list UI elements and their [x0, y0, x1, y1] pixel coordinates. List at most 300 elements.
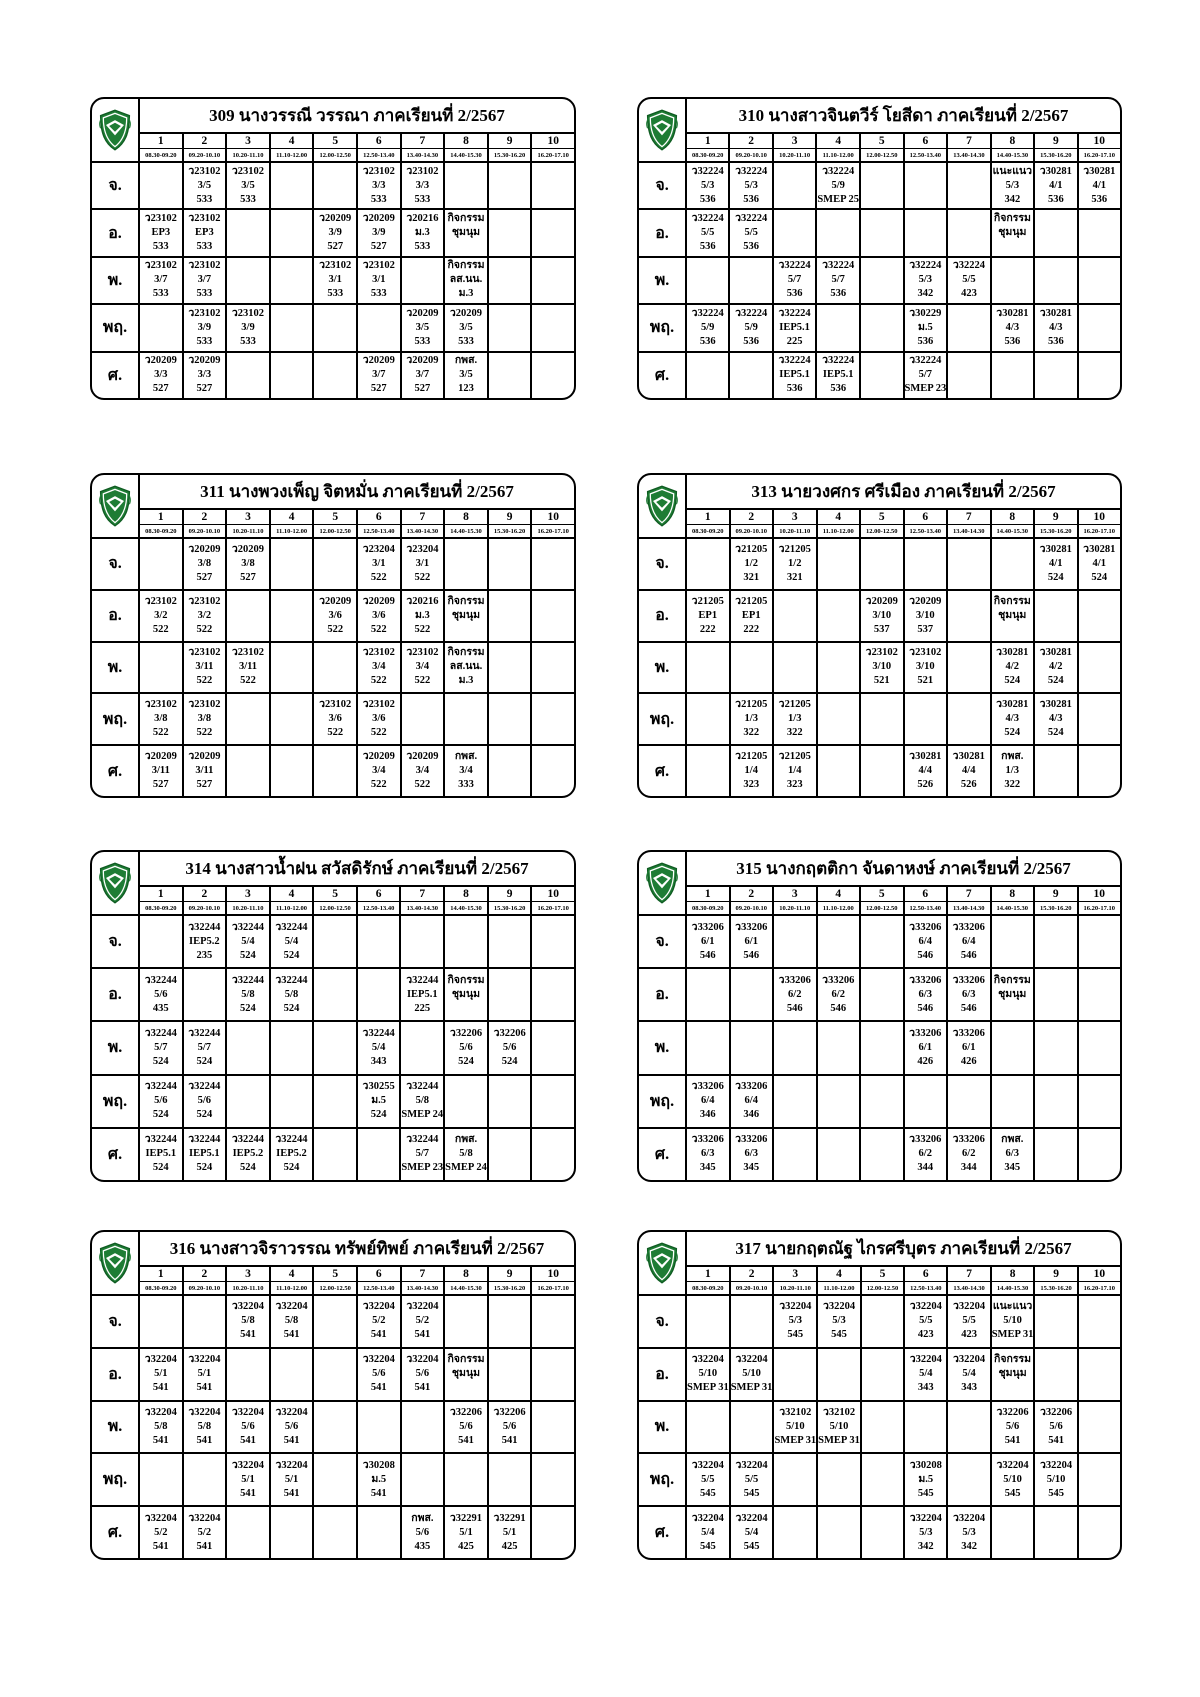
- room-number: 527: [327, 241, 344, 253]
- subject-code: ว20209: [362, 595, 395, 607]
- lesson-cell: [772, 537, 816, 589]
- day-label: ศ.: [92, 1505, 138, 1558]
- lesson-cell: [225, 1294, 269, 1347]
- lesson-cell: [772, 589, 816, 641]
- room-number: 426: [917, 1055, 934, 1067]
- subject-code: ว30281: [1039, 543, 1072, 555]
- lesson-cell: [859, 692, 903, 744]
- class-group: 3/8: [197, 713, 212, 725]
- lesson-cell: [400, 351, 444, 398]
- lesson-cell: [816, 537, 860, 589]
- class-group: 5/6: [1005, 1420, 1020, 1432]
- period-number-2: 2: [728, 132, 771, 148]
- lesson-cell: [772, 351, 815, 398]
- class-group: 5/5: [962, 1315, 976, 1327]
- room-number: 346: [699, 1109, 716, 1121]
- period-number-6: 6: [903, 1265, 946, 1281]
- lesson-cell: [443, 256, 487, 303]
- lesson-cell: [903, 744, 947, 796]
- room-number: 435: [152, 1002, 169, 1014]
- room-number: 522: [414, 571, 431, 583]
- subject-code: ว32244: [362, 1027, 395, 1039]
- lesson-cell: [772, 967, 816, 1020]
- room-number: 527: [196, 383, 213, 395]
- class-group: 6/1: [962, 1041, 976, 1053]
- class-group: 5/6: [372, 1368, 386, 1380]
- class-group: 5/4: [241, 935, 255, 947]
- room-number: 522: [370, 623, 387, 635]
- lesson-cell: [312, 351, 356, 398]
- class-group: 6/2: [918, 1148, 932, 1160]
- room-number: 546: [960, 1002, 977, 1014]
- lesson-cell: [269, 1505, 313, 1558]
- period-time-10: 16.20-17.10: [530, 148, 574, 161]
- lesson-cell: [400, 692, 444, 744]
- subject-code: ว23102: [362, 165, 395, 177]
- room-number: 533: [370, 288, 387, 300]
- day-label: พฤ.: [639, 1452, 685, 1505]
- lesson-cell: [772, 744, 816, 796]
- class-group: 6/1: [701, 935, 715, 947]
- room-number: 541: [370, 1487, 387, 1499]
- lesson-cell: [312, 303, 356, 350]
- lesson-cell: [816, 1127, 860, 1180]
- subject-code: ว33206: [735, 921, 768, 933]
- room-number: 321: [743, 571, 760, 583]
- class-group: 3/8: [197, 557, 212, 569]
- subject-code: ว32206: [493, 1027, 526, 1039]
- class-group: 5/10: [1046, 1473, 1066, 1485]
- lesson-cell: [138, 1400, 182, 1453]
- lesson-cell: [859, 161, 902, 208]
- lesson-cell: [859, 351, 902, 398]
- lesson-cell: [269, 1294, 313, 1347]
- room-number: 541: [1048, 1434, 1064, 1446]
- room-number: 541: [414, 1382, 431, 1394]
- lesson-cell: [225, 1505, 269, 1558]
- lesson-cell: [946, 303, 989, 350]
- room-number: 524: [1047, 571, 1064, 583]
- period-time-9: 15.30-16.20: [487, 1281, 531, 1294]
- period-time-9: 15.30-16.20: [1033, 1281, 1076, 1294]
- subject-code: ว23102: [188, 165, 221, 177]
- subject-code: ว32244: [144, 1027, 177, 1039]
- period-time-1: 08.30-09.20: [685, 524, 729, 537]
- lesson-cell: [443, 1294, 487, 1347]
- class-group: 5/2: [415, 1315, 430, 1327]
- lesson-cell: [946, 1020, 990, 1073]
- class-group: 5/6: [154, 988, 168, 1000]
- lesson-cell: [487, 641, 531, 693]
- room-number: 541: [196, 1434, 213, 1446]
- subject-code: กิจกรรม: [993, 595, 1031, 607]
- subject-code: ว32204: [231, 1459, 265, 1471]
- class-group: 5/10: [1003, 1315, 1022, 1327]
- period-number-3: 3: [772, 1265, 816, 1281]
- lesson-cell: [530, 256, 574, 303]
- lesson-cell: [990, 1020, 1034, 1073]
- room-number: 536: [786, 288, 803, 300]
- lesson-cell: [443, 1347, 487, 1400]
- subject-code: ว23102: [231, 647, 265, 659]
- lesson-cell: [685, 1127, 729, 1180]
- lesson-cell: [903, 1127, 947, 1180]
- day-label: พ.: [639, 1400, 685, 1453]
- lesson-cell: [487, 208, 531, 255]
- class-group: 4/1: [1049, 179, 1063, 191]
- room-number: SMEP 31: [687, 1382, 729, 1394]
- lesson-cell: [138, 1127, 182, 1180]
- class-group: 5/3: [832, 1315, 846, 1327]
- room-number: 222: [743, 623, 760, 635]
- lesson-cell: [946, 351, 989, 398]
- lesson-cell: [225, 256, 269, 303]
- room-number: 123: [458, 383, 474, 395]
- lesson-cell: [946, 744, 990, 796]
- lesson-cell: [182, 967, 226, 1020]
- lesson-cell: [729, 641, 773, 693]
- lesson-cell: [946, 1452, 989, 1505]
- room-number: 333: [458, 779, 474, 791]
- day-label: อ.: [639, 208, 685, 255]
- period-number-9: 9: [1033, 132, 1076, 148]
- lesson-cell: [269, 744, 313, 796]
- subject-code: ว32204: [144, 1354, 177, 1366]
- period-time-2: 09.20-10.10: [182, 524, 226, 537]
- lesson-cell: [356, 161, 400, 208]
- room-number: 524: [152, 1162, 169, 1174]
- lesson-cell: [443, 1074, 487, 1127]
- room-number: 526: [960, 779, 977, 791]
- period-number-1: 1: [685, 508, 729, 524]
- lesson-cell: [530, 1452, 574, 1505]
- class-group: 6/3: [1005, 1148, 1019, 1160]
- lesson-cell: [859, 914, 903, 967]
- subject-code: ว30281: [1083, 165, 1116, 177]
- lesson-cell: [443, 1400, 487, 1453]
- subject-code: ว33206: [778, 974, 811, 986]
- class-group: 3/6: [328, 609, 342, 621]
- lesson-cell: [859, 537, 903, 589]
- class-group: 6/4: [701, 1095, 715, 1107]
- lesson-cell: [815, 208, 859, 255]
- class-group: ชุมนุม: [998, 1368, 1027, 1380]
- timetable-311: [90, 473, 576, 798]
- lesson-cell: [487, 161, 531, 208]
- lesson-cell: [816, 1452, 860, 1505]
- room-number: 522: [414, 779, 431, 791]
- period-number-10: 10: [1077, 508, 1121, 524]
- day-label: จ.: [92, 914, 138, 967]
- subject-code: ว20209: [406, 355, 439, 367]
- room-number: 423: [917, 1329, 934, 1341]
- class-group: 5/7: [154, 1041, 168, 1053]
- lesson-cell: [990, 1074, 1034, 1127]
- subject-code: กิจกรรม: [993, 974, 1031, 986]
- room-number: 524: [1047, 727, 1064, 739]
- lesson-cell: [269, 537, 313, 589]
- class-group: 5/5: [919, 1315, 933, 1327]
- lesson-cell: [1077, 1020, 1121, 1073]
- room-number: 522: [152, 727, 169, 739]
- lesson-cell: [530, 161, 574, 208]
- class-group: 5/4: [744, 1526, 759, 1538]
- lesson-cell: [859, 303, 902, 350]
- timetable-317: [637, 1230, 1122, 1560]
- day-label: พฤ.: [639, 303, 685, 350]
- room-number: 527: [370, 383, 387, 395]
- lesson-cell: [487, 589, 531, 641]
- class-group: 3/3: [197, 369, 212, 381]
- period-time-8: 14.40-15.30: [990, 148, 1033, 161]
- period-number-3: 3: [225, 1265, 269, 1281]
- lesson-cell: [990, 1452, 1034, 1505]
- room-number: 533: [196, 335, 213, 347]
- period-number-4: 4: [816, 508, 860, 524]
- lesson-cell: [946, 1127, 990, 1180]
- lesson-cell: [399, 1020, 443, 1073]
- lesson-cell: [772, 1020, 816, 1073]
- lesson-cell: [990, 589, 1034, 641]
- lesson-cell: [772, 1127, 816, 1180]
- lesson-cell: [816, 1505, 860, 1558]
- subject-code: ว30281: [952, 751, 985, 763]
- class-group: IEP5.1: [822, 369, 854, 381]
- subject-code: ว32224: [952, 260, 986, 272]
- class-group: 5/6: [154, 1095, 168, 1107]
- class-group: 3/8: [154, 713, 168, 725]
- room-number: 522: [196, 727, 213, 739]
- room-number: 536: [1091, 193, 1108, 205]
- class-group: 5/5: [744, 1473, 759, 1485]
- subject-code: ว23102: [362, 647, 395, 659]
- room-number: 426: [960, 1055, 977, 1067]
- class-group: 3/7: [415, 369, 430, 381]
- subject-code: ว32224: [691, 165, 724, 177]
- period-time-6: 12.50-13.40: [903, 1281, 946, 1294]
- period-number-5: 5: [312, 508, 356, 524]
- subject-code: ว23102: [144, 699, 177, 711]
- lesson-cell: [530, 744, 574, 796]
- subject-code: ว30281: [1039, 165, 1072, 177]
- lesson-cell: [903, 914, 947, 967]
- timetable-title-313: 313 นายวงศกร ศรีเมือง ภาคเรียนที่ 2/2567: [685, 475, 1120, 508]
- class-group: 4/1: [1092, 179, 1106, 191]
- day-label: พฤ.: [92, 1452, 138, 1505]
- lesson-cell: [685, 161, 728, 208]
- room-number: 524: [1047, 675, 1064, 687]
- lesson-cell: [225, 692, 269, 744]
- subject-code: ว23204: [362, 543, 395, 555]
- room-number: 541: [152, 1540, 169, 1552]
- subject-code: ว30281: [996, 647, 1029, 659]
- class-group: 3/1: [328, 274, 342, 286]
- class-group: 5/8: [284, 1315, 299, 1327]
- lesson-cell: [443, 351, 487, 398]
- lesson-cell: [685, 1074, 729, 1127]
- room-number: 533: [370, 193, 387, 205]
- room-number: 524: [240, 1162, 256, 1174]
- day-label: พ.: [639, 256, 685, 303]
- lesson-cell: [1033, 589, 1077, 641]
- room-number: 343: [370, 1055, 387, 1067]
- room-number: 342: [961, 1540, 977, 1552]
- room-number: 322: [1004, 779, 1021, 791]
- period-time-7: 13.40-14.30: [946, 1281, 989, 1294]
- class-group: 5/10: [742, 1368, 761, 1380]
- subject-code: ว32244: [406, 1134, 439, 1146]
- room-number: 545: [831, 1329, 847, 1341]
- room-number: 527: [370, 241, 387, 253]
- lesson-cell: [1077, 161, 1120, 208]
- school-crest-icon: [97, 1241, 133, 1285]
- subject-code: ว23102: [319, 699, 352, 711]
- class-group: 3/10: [872, 609, 892, 621]
- period-time-10: 16.20-17.10: [530, 524, 574, 537]
- lesson-cell: [815, 351, 859, 398]
- period-number-2: 2: [729, 885, 773, 901]
- period-number-10: 10: [1077, 1265, 1120, 1281]
- period-number-8: 8: [990, 132, 1033, 148]
- lesson-cell: [903, 1505, 946, 1558]
- lesson-cell: [138, 1294, 182, 1347]
- lesson-cell: [816, 692, 860, 744]
- period-number-8: 8: [990, 1265, 1034, 1281]
- period-number-7: 7: [400, 1265, 444, 1281]
- room-number: 533: [152, 288, 169, 300]
- lesson-cell: [182, 692, 226, 744]
- subject-code: ว32244: [188, 1134, 221, 1146]
- period-number-8: 8: [443, 1265, 487, 1281]
- lesson-cell: [946, 692, 990, 744]
- lesson-cell: [1077, 641, 1121, 693]
- day-label: อ.: [639, 589, 685, 641]
- lesson-cell: [356, 208, 400, 255]
- day-label: อ.: [92, 967, 138, 1020]
- room-number: 524: [283, 949, 300, 961]
- period-number-5: 5: [859, 885, 903, 901]
- class-group: 6/4: [918, 935, 932, 947]
- lesson-cell: [816, 589, 860, 641]
- class-group: 5/10: [785, 1420, 805, 1432]
- class-group: 6/2: [788, 988, 802, 1000]
- room-number: 524: [240, 949, 256, 961]
- day-label: จ.: [639, 537, 685, 589]
- period-number-7: 7: [946, 1265, 989, 1281]
- subject-code: ว23102: [144, 260, 177, 272]
- subject-code: กิจกรรม: [447, 213, 485, 225]
- period-number-2: 2: [182, 885, 226, 901]
- lesson-cell: [356, 1020, 400, 1073]
- room-number: 533: [196, 193, 213, 205]
- class-group: 6/2: [831, 988, 845, 1000]
- period-time-5: 12.00-12.50: [859, 524, 903, 537]
- lesson-cell: [269, 914, 313, 967]
- class-group: 3/3: [372, 179, 386, 191]
- lesson-cell: [182, 1020, 226, 1073]
- class-group: 1/4: [788, 765, 802, 777]
- lesson-cell: [487, 1400, 531, 1453]
- period-time-5: 12.00-12.50: [312, 524, 356, 537]
- timetable-title-315: 315 นางกฤตติกา จันดาหงษ์ ภาคเรียนที่ 2/2567: [685, 852, 1120, 885]
- period-time-2: 09.20-10.10: [182, 148, 226, 161]
- class-group: 5/4: [962, 1368, 976, 1380]
- class-group: 4/3: [1005, 713, 1019, 725]
- subject-code: ว23102: [362, 699, 395, 711]
- subject-code: ว32224: [822, 355, 855, 367]
- class-group: 5/8: [197, 1420, 212, 1432]
- timetable-title-311: 311 นางพวงเพ็ญ จิตหมั่น ภาคเรียนที่ 2/2567: [138, 475, 574, 508]
- lesson-cell: [946, 256, 989, 303]
- class-group: 5/4: [701, 1526, 715, 1538]
- room-number: 546: [917, 949, 934, 961]
- lesson-cell: [225, 641, 269, 693]
- lesson-cell: [772, 161, 815, 208]
- period-number-10: 10: [530, 885, 574, 901]
- subject-code: ว32291: [493, 1512, 526, 1524]
- timetable-313: [637, 473, 1122, 798]
- subject-code: ว32224: [691, 307, 724, 319]
- class-group: IEP5.2: [276, 1148, 307, 1160]
- subject-code: ว20209: [362, 213, 395, 225]
- subject-code: ว20209: [865, 595, 898, 607]
- subject-code: ว32206: [493, 1406, 526, 1418]
- class-group: ม.3: [414, 227, 430, 239]
- room-number: 521: [917, 675, 934, 687]
- day-label: พฤ.: [92, 303, 138, 350]
- lesson-cell: [1033, 303, 1076, 350]
- room-number: 524: [196, 1162, 213, 1174]
- subject-code: ว20209: [144, 751, 177, 763]
- lesson-cell: [729, 1347, 773, 1400]
- room-number: ม.3: [458, 675, 474, 687]
- lesson-cell: [400, 1505, 444, 1558]
- lesson-cell: [269, 967, 313, 1020]
- lesson-cell: [443, 161, 487, 208]
- period-number-6: 6: [903, 132, 947, 148]
- subject-code: ว20209: [406, 307, 439, 319]
- room-number: 537: [873, 623, 890, 635]
- lesson-cell: [946, 208, 989, 255]
- room-number: 536: [830, 383, 847, 395]
- class-group: 3/6: [372, 609, 386, 621]
- day-label: ศ.: [639, 1505, 685, 1558]
- period-time-7: 13.40-14.30: [400, 148, 444, 161]
- subject-code: ว32224: [735, 165, 768, 177]
- lesson-cell: [946, 1294, 989, 1347]
- room-number: 322: [786, 727, 803, 739]
- lesson-cell: [225, 1127, 269, 1180]
- period-time-1: 08.30-09.20: [138, 901, 182, 914]
- lesson-cell: [946, 1505, 989, 1558]
- school-crest-icon: [644, 484, 680, 528]
- subject-code: ว32204: [406, 1354, 439, 1366]
- class-group: ม.3: [414, 609, 430, 621]
- lesson-cell: [312, 1505, 356, 1558]
- lesson-cell: [487, 1505, 531, 1558]
- subject-code: ว20209: [362, 751, 395, 763]
- subject-code: ว33206: [691, 921, 724, 933]
- class-group: 5/4: [284, 935, 299, 947]
- class-group: 3/5: [415, 321, 430, 333]
- subject-code: กิจกรรม: [994, 1354, 1032, 1366]
- lesson-cell: [138, 967, 182, 1020]
- period-number-5: 5: [860, 1265, 903, 1281]
- lesson-cell: [946, 641, 990, 693]
- lesson-cell: [225, 967, 269, 1020]
- lesson-cell: [990, 351, 1033, 398]
- lesson-cell: [225, 208, 269, 255]
